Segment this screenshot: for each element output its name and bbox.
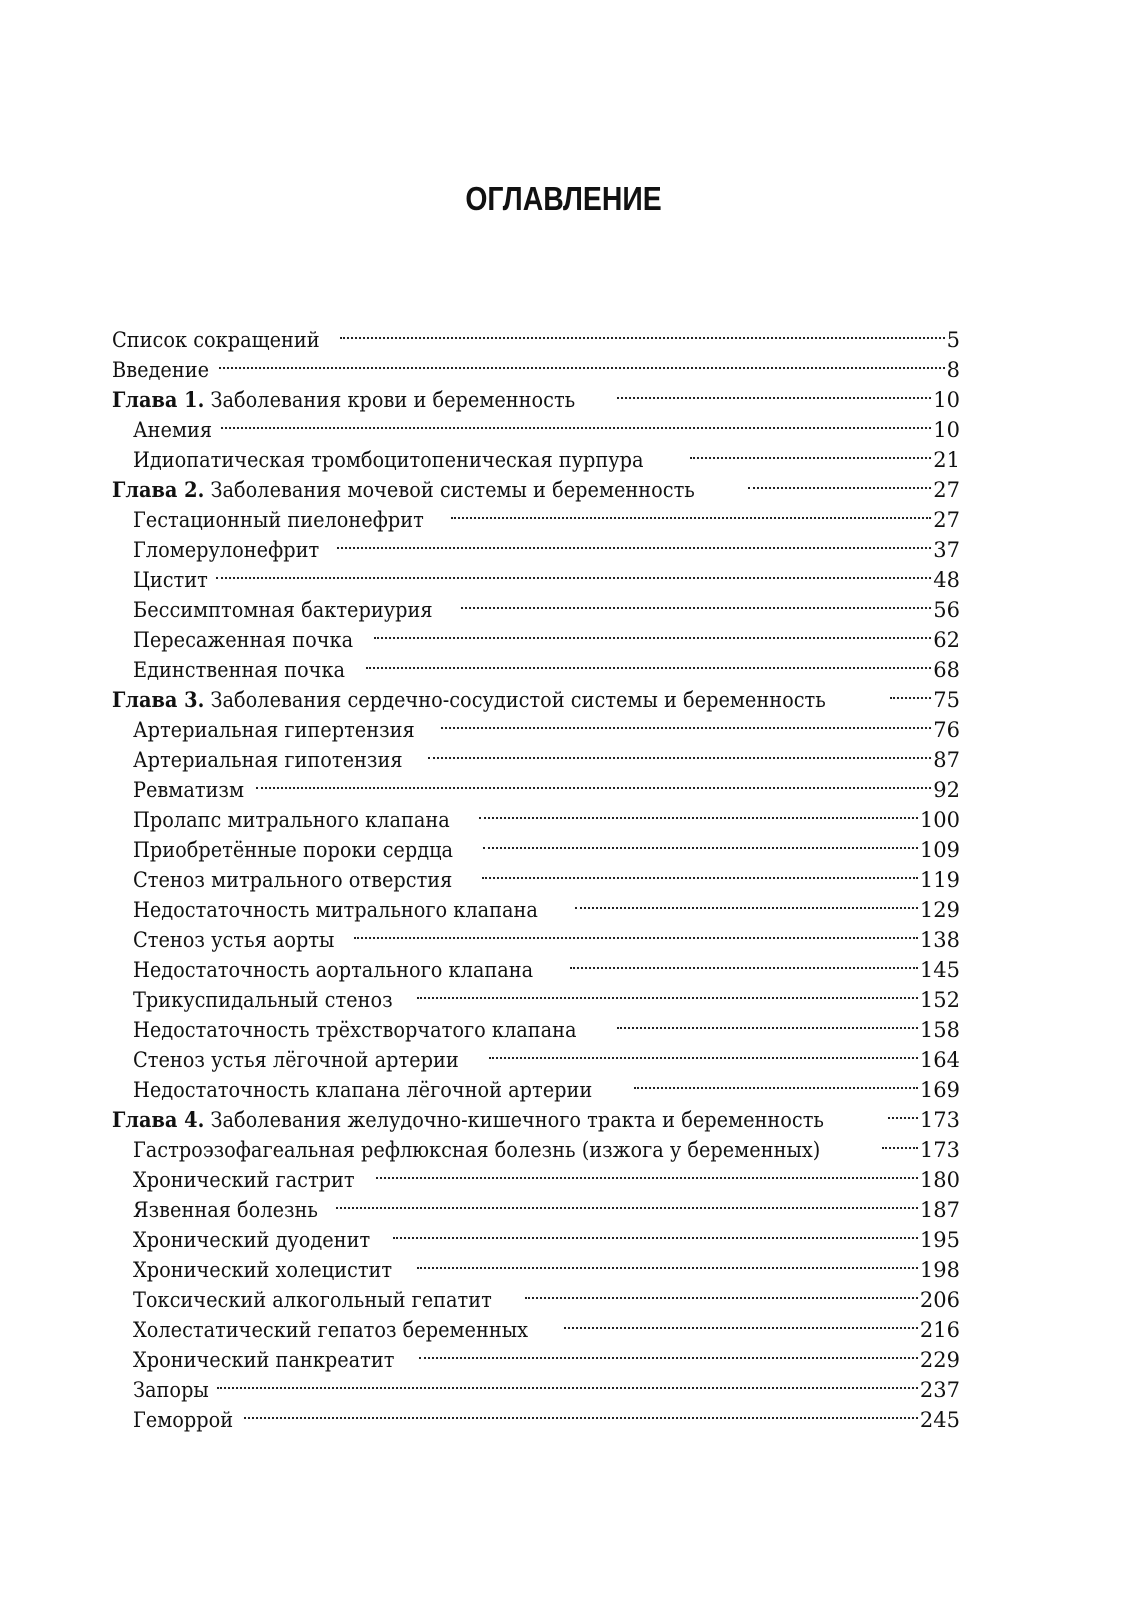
dot-leader	[617, 377, 931, 407]
dot-leader	[570, 947, 918, 977]
toc-entry-title	[112, 1105, 824, 1135]
toc-entry-title	[133, 835, 453, 865]
toc-entry-text: Хронический холецистит	[133, 1258, 393, 1282]
dot-leader	[525, 1277, 918, 1307]
toc-entry-text: Стеноз митрального отверстия	[133, 868, 453, 892]
toc-entry-title	[133, 1075, 592, 1105]
toc-chapter-entry[interactable]	[112, 347, 960, 382]
dot-leader	[221, 407, 931, 437]
dot-leader	[256, 767, 932, 797]
toc-page-number: 87	[933, 748, 960, 772]
toc-entry-text: Гастроэзофагеальная рефлюксная болезнь (изжога у беременных)	[133, 1138, 821, 1162]
toc-entry-title	[133, 775, 244, 805]
toc-entry-text: Заболевания мочевой системы и беременность	[204, 478, 695, 502]
dot-leader	[483, 827, 918, 857]
page-title: ОГЛАВЛЕНИЕ	[465, 180, 662, 217]
toc-entry-text: Гломерулонефрит	[133, 538, 320, 562]
toc-page-number: 198	[919, 1258, 960, 1282]
toc-entry-text: Введение	[112, 358, 210, 382]
chapter-label: Глава 1.	[112, 387, 205, 412]
dot-leader	[374, 617, 931, 647]
dot-leader	[890, 677, 931, 707]
toc-entry-text: Токсический алкогольный гепатит	[133, 1288, 492, 1312]
toc-entry-text: Заболевания крови и беременность	[204, 388, 576, 412]
toc-page-number: 75	[933, 688, 960, 712]
toc-page-number: 173	[919, 1108, 960, 1132]
dot-leader	[417, 977, 918, 1007]
toc-page-number: 10	[933, 388, 960, 412]
toc-entry-title	[133, 1225, 370, 1255]
toc-entry-text: Стеноз устья лёгочной артерии	[133, 1048, 459, 1072]
dot-leader	[461, 587, 932, 617]
toc-entry-title	[133, 415, 212, 445]
dot-leader	[482, 857, 918, 887]
toc-entry-text: Бессимптомная бактериурия	[133, 598, 433, 622]
toc-entry-title	[133, 1255, 392, 1285]
dot-leader	[376, 1157, 918, 1187]
toc-entry-title	[133, 565, 208, 595]
toc-page-number: 109	[919, 838, 960, 862]
dot-leader	[419, 1337, 918, 1367]
toc-page-number: 8	[946, 358, 960, 382]
toc-entry-text: Приобретённые пороки сердца	[133, 838, 454, 862]
toc-section-entry[interactable]	[112, 1397, 960, 1432]
dot-leader	[617, 1007, 918, 1037]
toc-entry-title	[133, 1045, 459, 1075]
toc-section-entry[interactable]	[112, 557, 960, 592]
dot-leader	[217, 1367, 918, 1397]
toc-entry-title	[133, 1375, 209, 1405]
chapter-label: Глава 4.	[112, 1107, 205, 1132]
toc-page-number: 169	[919, 1078, 960, 1102]
toc-section-entry[interactable]	[112, 437, 960, 472]
toc-page-number: 158	[919, 1018, 960, 1042]
toc-entry-text: Холестатический гепатоз беременных	[133, 1318, 528, 1342]
toc-page-number: 152	[919, 988, 960, 1012]
toc-entry-title	[133, 865, 452, 895]
toc-entry-text: Хронический дуоденит	[133, 1228, 371, 1252]
toc-entry-text: Анемия	[133, 418, 213, 442]
toc-page-number: 145	[919, 958, 960, 982]
toc-page-number: 195	[919, 1228, 960, 1252]
toc-page-number: 164	[919, 1048, 960, 1072]
toc-entry-text: Заболевания желудочно-кишечного тракта и беременность	[204, 1108, 824, 1132]
toc-entry-text: Геморрой	[133, 1408, 234, 1432]
toc-page-number: 56	[933, 598, 960, 622]
toc-entry-title	[112, 355, 209, 385]
toc-page-number: 119	[919, 868, 960, 892]
toc-entry-title	[133, 1285, 492, 1315]
toc-entry-text: Недостаточность митрального клапана	[133, 898, 538, 922]
toc-entry-title	[133, 625, 353, 655]
toc-section-entry[interactable]	[112, 587, 960, 622]
dot-leader	[428, 737, 931, 767]
chapter-label: Глава 3.	[112, 687, 205, 712]
dot-leader	[336, 1187, 918, 1217]
toc-page-number: 237	[919, 1378, 960, 1402]
toc-entry-text: Пролапс митрального клапана	[133, 808, 450, 832]
toc-chapter-entry[interactable]	[112, 317, 960, 352]
toc-entry-text: Язвенная болезнь	[133, 1198, 318, 1222]
toc-page-number: 21	[933, 448, 960, 472]
toc-entry-title	[133, 1165, 355, 1195]
toc-entry-text: Хронический панкреатит	[133, 1348, 395, 1372]
toc-entry-text: Цистит	[133, 568, 208, 592]
toc-entry-text: Недостаточность аортального клапана	[133, 958, 534, 982]
dot-leader	[479, 797, 918, 827]
toc-entry-text: Стеноз устья аорты	[133, 928, 335, 952]
toc-entry-text: Гестационный пиелонефрит	[133, 508, 424, 532]
toc-page-number: 27	[933, 508, 960, 532]
dot-leader	[564, 1307, 918, 1337]
toc-page-number: 10	[933, 418, 960, 442]
toc-entry-title	[133, 655, 345, 685]
toc-entry-text: Ревматизм	[133, 778, 244, 802]
toc-page-number: 76	[933, 718, 960, 742]
toc-page-number: 129	[919, 898, 960, 922]
toc-section-entry[interactable]	[112, 407, 960, 442]
chapter-label: Глава 2.	[112, 477, 205, 502]
toc-page-number: 173	[919, 1138, 960, 1162]
dot-leader	[337, 527, 931, 557]
toc-page-number: 180	[919, 1168, 960, 1192]
toc-page-number: 229	[919, 1348, 960, 1372]
dot-leader	[748, 467, 932, 497]
toc-page-number: 37	[933, 538, 960, 562]
dot-leader	[888, 1097, 918, 1127]
dot-leader	[634, 1067, 918, 1097]
toc-page-number: 62	[933, 628, 960, 652]
toc-entry-title	[133, 805, 450, 835]
toc-page-number: 216	[919, 1318, 960, 1342]
toc-entry-text: Трикуспидальный стеноз	[133, 988, 393, 1012]
toc-entry-title	[133, 1195, 318, 1225]
toc-page-number: 5	[946, 328, 960, 352]
toc-page-number: 68	[933, 658, 960, 682]
toc-page-number: 206	[919, 1288, 960, 1312]
dot-leader	[489, 1037, 918, 1067]
toc-entry-text: Хронический гастрит	[133, 1168, 355, 1192]
toc-entry-text: Единственная почка	[133, 658, 346, 682]
toc-page-number: 100	[919, 808, 960, 832]
dot-leader	[244, 1397, 918, 1427]
toc-entry-text: Недостаточность клапана лёгочной артерии	[133, 1078, 593, 1102]
toc-entry-text: Заболевания сердечно-сосудистой системы и беременность	[204, 688, 826, 712]
toc-page-number: 92	[933, 778, 960, 802]
table-of-contents	[112, 317, 960, 1432]
toc-entry-text: Идиопатическая тромбоцитопеническая пурпура	[133, 448, 644, 472]
toc-entry-text: Артериальная гипотензия	[133, 748, 403, 772]
toc-entry-title	[133, 445, 644, 475]
toc-entry-title	[133, 715, 415, 745]
dot-leader	[340, 317, 945, 347]
toc-chapter-entry[interactable]	[112, 377, 960, 412]
toc-entry-title	[133, 925, 334, 955]
dot-leader	[216, 557, 931, 587]
dot-leader	[417, 1247, 918, 1277]
toc-page-number: 27	[933, 478, 960, 502]
toc-entry-text: Пересаженная почка	[133, 628, 354, 652]
dot-leader	[882, 1127, 918, 1157]
toc-entry-text: Недостаточность трёхстворчатого клапана	[133, 1018, 577, 1042]
toc-page-number: 138	[919, 928, 960, 952]
toc-entry-title	[133, 1405, 233, 1435]
toc-entry-text: Список сокращений	[112, 328, 320, 352]
dot-leader	[393, 1217, 918, 1247]
dot-leader	[219, 347, 944, 377]
dot-leader	[451, 497, 931, 527]
toc-section-entry[interactable]	[112, 1367, 960, 1402]
toc-page-number: 187	[919, 1198, 960, 1222]
toc-entry-text: Артериальная гипертензия	[133, 718, 415, 742]
toc-entry-text: Запоры	[133, 1378, 209, 1402]
toc-page-number: 245	[919, 1408, 960, 1432]
dot-leader	[441, 707, 931, 737]
dot-leader	[575, 887, 918, 917]
toc-entry-title	[133, 985, 393, 1015]
dot-leader	[354, 917, 918, 947]
dot-leader	[366, 647, 932, 677]
dot-leader	[690, 437, 931, 467]
toc-page-number: 48	[933, 568, 960, 592]
